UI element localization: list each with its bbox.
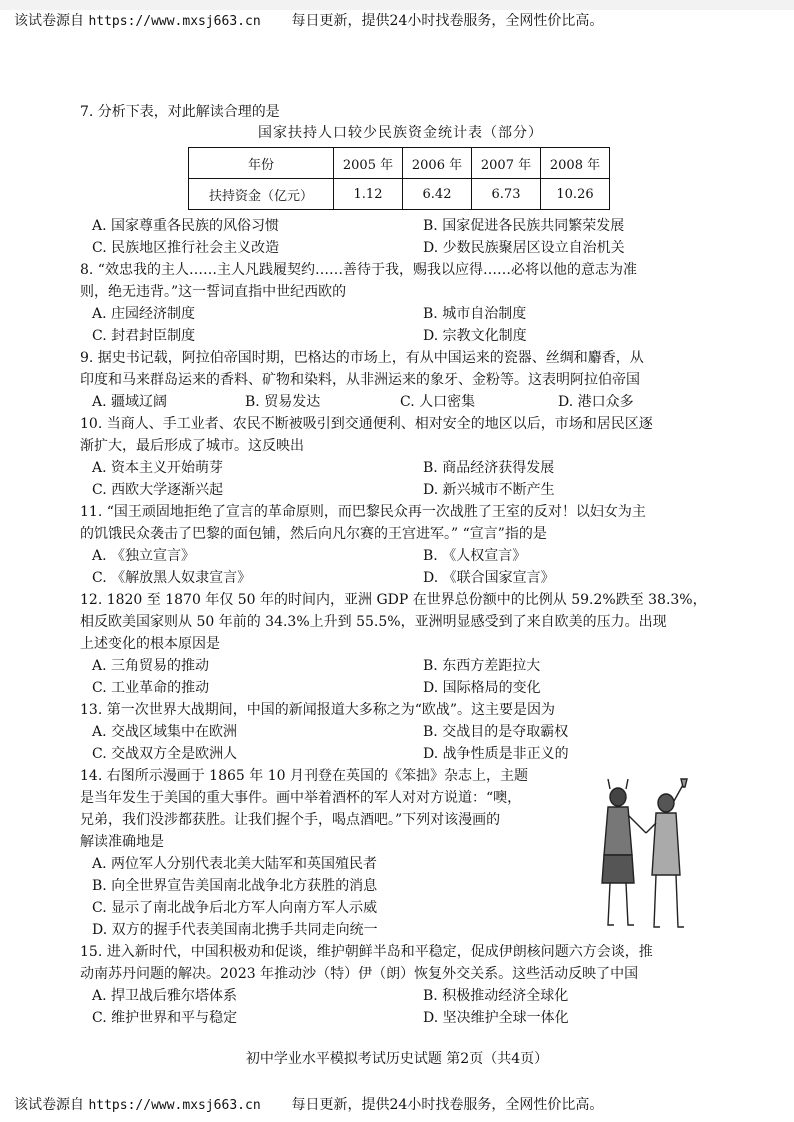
q13-option-b[interactable]: B. 交战目的是夺取霸权 [423, 724, 569, 740]
q14-option-b[interactable]: B. 向全世界宣告美国南北战争北方获胜的消息 [92, 878, 378, 894]
q15-option-b[interactable]: B. 积极推动经济全球化 [423, 988, 569, 1004]
table-row-header: 扶持资金（亿元） [189, 179, 334, 210]
q9-line2: 印度和马来群岛运来的香料、矿物和染料，从非洲运来的象牙、金粉等。这表明阿拉伯帝国 [80, 372, 640, 388]
q15-option-c[interactable]: C. 维护世界和平与稳定 [92, 1010, 238, 1026]
q10-line1: 10. 当商人、手工业者、农民不断被吸引到交通便利、相对安全的地区以后，市场和居民区逐 [80, 416, 653, 432]
q12-option-c[interactable]: C. 工业革命的推动 [92, 680, 210, 696]
q15-option-a[interactable]: A. 捍卫战后雅尔塔体系 [92, 988, 238, 1004]
table-cell: 6.42 [403, 179, 472, 210]
header-slogan: 每日更新，提供24小时找卷服务，全网性价比高。 [291, 13, 604, 29]
q8-option-a[interactable]: A. 庄园经济制度 [92, 306, 196, 322]
q7-option-a[interactable]: A. 国家尊重各民族的风俗习惯 [92, 218, 280, 234]
table-cell: 2007 年 [472, 148, 541, 179]
table-cell: 1.12 [334, 179, 403, 210]
q15-line1: 15. 进入新时代，中国积极劝和促谈，维护朝鲜半岛和平稳定，促成伊朗核问题六方会谈，推 [80, 944, 653, 960]
q11-line1: 11. “国王顽固地拒绝了宣言的革命原则，而巴黎民众再一次战胜了王室的反对！以妇女为主 [80, 504, 646, 520]
q14-option-a[interactable]: A. 两位军人分别代表北美大陆军和英国殖民者 [92, 856, 378, 872]
header-banner [14, 10, 794, 30]
q11-option-b[interactable]: B. 《人权宣言》 [423, 548, 527, 564]
top-scan-band [0, 0, 794, 10]
q14-option-d[interactable]: D. 双方的握手代表美国南北携手共同走向统一 [92, 922, 378, 938]
q11-line2: 的饥饿民众袭击了巴黎的面包铺，然后向凡尔赛的王宫进军。” “宣言”指的是 [80, 526, 547, 542]
q12-line2: 相反欧美国家则从 50 年前的 34.3%上升到 55.5%，亚洲明显感受到了来自欧美的压力。出现 [80, 614, 667, 630]
footer-url[interactable]: https://www.mxsj663.cn [88, 1098, 261, 1113]
table-row [189, 179, 610, 210]
q7-stem: 7. 分析下表，对此解读合理的是 [80, 104, 280, 120]
table-cell: 2005 年 [334, 148, 403, 179]
q14-line2: 是当年发生于美国的重大事件。画中举着酒杯的军人对对方说道：“噢， [80, 790, 522, 806]
table-col-header: 年份 [189, 148, 334, 179]
q13-line1: 13. 第一次世界大战期间，中国的新闻报道大多称之为“欧战”。这主要是因为 [80, 702, 556, 718]
q8-option-d[interactable]: D. 宗教文化制度 [423, 328, 527, 344]
q13-option-a[interactable]: A. 交战区域集中在欧洲 [92, 724, 238, 740]
q14-cartoon-image [588, 775, 706, 945]
q9-option-a[interactable]: A. 疆域辽阔 [92, 394, 168, 410]
q8-option-c[interactable]: C. 封君封臣制度 [92, 328, 196, 344]
q12-option-d[interactable]: D. 国际格局的变化 [423, 680, 541, 696]
q10-option-a[interactable]: A. 资本主义开始萌芽 [92, 460, 224, 476]
table-cell: 6.73 [472, 179, 541, 210]
q7-option-b[interactable]: B. 国家促进各民族共同繁荣发展 [423, 218, 625, 234]
q12-line1: 12. 1820 至 1870 年仅 50 年的时间内，亚洲 GDP 在世界总份额中的比例从 59.2%跌至 38.3%， [80, 592, 707, 608]
q7-table [188, 147, 610, 210]
page-footer-title: 初中学业水平模拟考试历史试题 第2页（共4页） [245, 1051, 549, 1067]
q9-option-b[interactable]: B. 贸易发达 [245, 394, 321, 410]
q14-option-c[interactable]: C. 显示了南北战争后北方军人向南方军人示威 [92, 900, 378, 916]
q13-option-c[interactable]: C. 交战双方全是欧洲人 [92, 746, 238, 762]
q13-option-d[interactable]: D. 战争性质是非正义的 [423, 746, 569, 762]
q11-option-d[interactable]: D. 《联合国家宣言》 [423, 570, 555, 586]
table-cell: 2008 年 [541, 148, 610, 179]
q15-line2: 动南苏丹问题的解决。2023 年推动沙（特）伊（朗）恢复外交关系。这些活动反映了中国 [80, 966, 639, 982]
q8-line1: 8. “效忠我的主人……主人凡践履契约……善待于我，赐我以应得……必将以他的意志为准 [80, 262, 637, 278]
q9-option-d[interactable]: D. 港口众多 [558, 394, 634, 410]
q12-option-a[interactable]: A. 三角贸易的推动 [92, 658, 210, 674]
table-cell: 10.26 [541, 179, 610, 210]
q9-option-c[interactable]: C. 人口密集 [400, 394, 476, 410]
footer-banner [14, 1094, 794, 1114]
q11-option-c[interactable]: C. 《解放黑人奴隶宣言》 [92, 570, 252, 586]
q7-table-title: 国家扶持人口较少民族资金统计表（部分） [258, 125, 543, 141]
q14-line3: 兄弟，我们没涉都获胜。让我们握个手，喝点酒吧。”下列对该漫画的 [80, 812, 501, 828]
q10-option-c[interactable]: C. 西欧大学逐渐兴起 [92, 482, 224, 498]
header-url[interactable]: https://www.mxsj663.cn [88, 14, 261, 29]
q10-option-d[interactable]: D. 新兴城市不断产生 [423, 482, 555, 498]
q11-option-a[interactable]: A. 《独立宣言》 [92, 548, 196, 564]
q8-option-b[interactable]: B. 城市自治制度 [423, 306, 527, 322]
q7-option-d[interactable]: D. 少数民族聚居区设立自治机关 [423, 240, 625, 256]
table-cell: 2006 年 [403, 148, 472, 179]
q12-line3: 上述变化的根本原因是 [80, 636, 220, 652]
header-source: 该试卷源自 [14, 13, 84, 29]
footer-slogan: 每日更新，提供24小时找卷服务，全网性价比高。 [291, 1097, 604, 1113]
table-row [189, 148, 610, 179]
q10-option-b[interactable]: B. 商品经济获得发展 [423, 460, 555, 476]
footer-source: 该试卷源自 [14, 1097, 84, 1113]
q15-option-d[interactable]: D. 坚决维护全球一体化 [423, 1010, 569, 1026]
q12-option-b[interactable]: B. 东西方差距拉大 [423, 658, 541, 674]
q10-line2: 渐扩大，最后形成了城市。这反映出 [80, 438, 304, 454]
q8-line2: 则，绝无违背。”这一誓词直指中世纪西欧的 [80, 284, 347, 300]
q9-line1: 9. 据史书记载，阿拉伯帝国时期，巴格达的市场上，有从中国运来的瓷器、丝绸和麝香，从 [80, 350, 644, 366]
q7-option-c[interactable]: C. 民族地区推行社会主义改造 [92, 240, 280, 256]
q14-line1: 14. 右图所示漫画于 1865 年 10 月刊登在英国的《笨拙》杂志上，主题 [80, 768, 528, 784]
q14-line4: 解读准确地是 [80, 834, 164, 850]
